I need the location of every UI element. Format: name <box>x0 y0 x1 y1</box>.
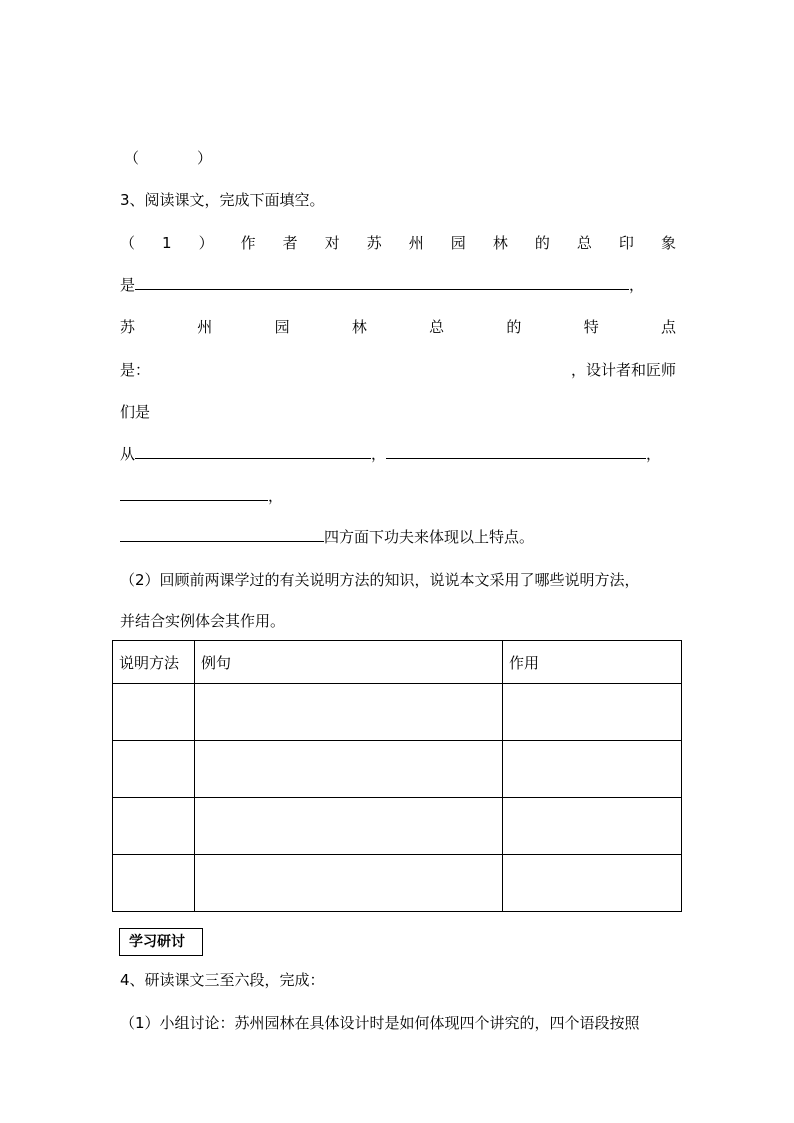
features-line: 是： ，设计者和匠师 <box>120 361 676 379</box>
cell-example[interactable] <box>195 855 503 912</box>
header-effect: 作用 <box>503 641 682 684</box>
impression-prompt-char: 印 <box>618 234 634 252</box>
impression-prompt-char: （ <box>120 234 136 252</box>
impression-prompt-char: 园 <box>450 234 466 252</box>
question-3-title: 3、阅读课文，完成下面填空。 <box>120 191 325 209</box>
table-row <box>113 798 682 855</box>
impression-prompt-char: ） <box>198 234 214 252</box>
cell-effect[interactable] <box>503 855 682 912</box>
aspect-blank-1[interactable] <box>135 444 371 459</box>
answer-bracket[interactable]: （ ） <box>124 149 213 167</box>
cell-method[interactable] <box>113 798 195 855</box>
table-row <box>113 684 682 741</box>
features-prompt-char: 州 <box>197 318 213 336</box>
features-prompt-char: 点 <box>660 318 676 336</box>
header-example: 例句 <box>195 641 503 684</box>
impression-prompt-char: 林 <box>492 234 508 252</box>
aspect-blank-2[interactable] <box>386 444 646 459</box>
impression-prompt-char: 1 <box>162 234 172 252</box>
impression-prompt-char: 苏 <box>366 234 382 252</box>
impression-prompt-char: 的 <box>534 234 550 252</box>
cell-example[interactable] <box>195 741 503 798</box>
question-3-1-prompt <box>120 233 676 253</box>
header-method: 说明方法 <box>113 641 195 684</box>
impression-blank[interactable] <box>135 275 629 290</box>
explanation-methods-table <box>112 640 682 912</box>
designers-line: 们是 <box>120 403 151 421</box>
aspects-line-3: 四方面下功夫来体现以上特点。 <box>120 527 534 547</box>
features-prompt-char: 林 <box>351 318 367 336</box>
aspect-blank-4[interactable] <box>120 527 324 542</box>
impression-prompt-char: 州 <box>408 234 424 252</box>
table-row <box>113 855 682 912</box>
cell-example[interactable] <box>195 684 503 741</box>
aspect-blank-3[interactable] <box>120 486 268 501</box>
question-3-2-text-2: 并结合实例体会其作用。 <box>120 612 286 630</box>
table-row <box>113 741 682 798</box>
question-3-2-text-1: （2）回顾前两课学过的有关说明方法的知识，说说本文采用了哪些说明方法， <box>120 571 640 589</box>
cell-effect[interactable] <box>503 798 682 855</box>
question-4-title: 4、研读课文三至六段，完成： <box>120 971 325 989</box>
impression-prompt-char: 总 <box>576 234 592 252</box>
impression-prompt-char: 者 <box>282 234 298 252</box>
features-prompt-char: 特 <box>583 318 599 336</box>
cell-method[interactable] <box>113 741 195 798</box>
features-prompt-char: 的 <box>506 318 522 336</box>
impression-line: 是 ， <box>120 276 645 294</box>
features-prompt-char: 总 <box>429 318 445 336</box>
cell-effect[interactable] <box>503 684 682 741</box>
features-prompt <box>120 317 676 337</box>
table-header-row <box>113 641 682 684</box>
aspects-line-1: 从 ， ， <box>120 445 662 463</box>
section-label-study-discussion: 学习研讨 <box>119 928 203 956</box>
question-4-1-text: （1）小组讨论：苏州园林在具体设计时是如何体现四个讲究的，四个语段按照 <box>120 1014 640 1032</box>
cell-method[interactable] <box>113 684 195 741</box>
impression-prompt-char: 象 <box>660 234 676 252</box>
cell-effect[interactable] <box>503 741 682 798</box>
features-prompt-char: 苏 <box>120 318 136 336</box>
impression-prompt-char: 作 <box>240 234 256 252</box>
aspects-line-2: ， <box>120 486 283 506</box>
features-prompt-char: 园 <box>274 318 290 336</box>
impression-prompt-char: 对 <box>324 234 340 252</box>
cell-method[interactable] <box>113 855 195 912</box>
cell-example[interactable] <box>195 798 503 855</box>
